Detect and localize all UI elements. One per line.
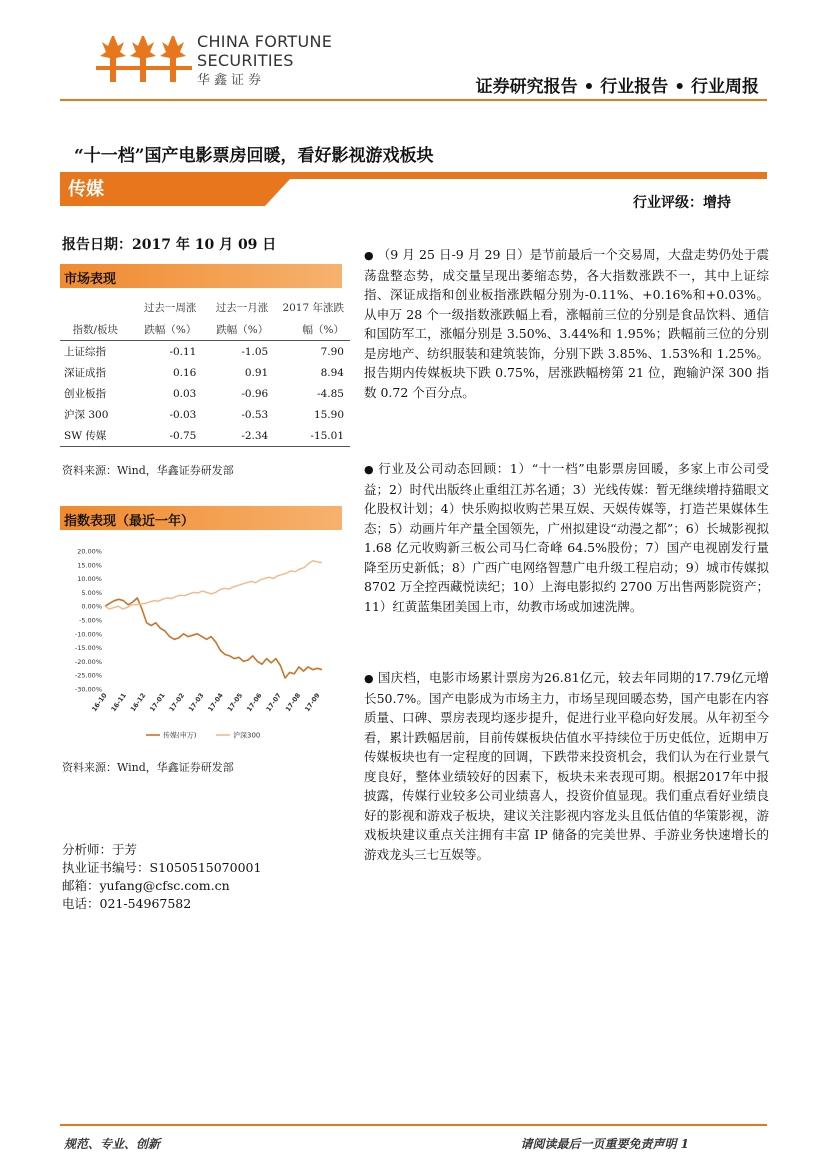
- report-date: 报告日期：2017 年 10 月 09 日: [62, 237, 277, 253]
- summary-paragraph-2: [364, 459, 769, 616]
- table-row: [60, 404, 350, 425]
- y-tick-label: -5.00%: [79, 616, 102, 625]
- y-tick-label: 0.00%: [81, 602, 102, 611]
- index-chart: [60, 535, 342, 745]
- y-tick-label: -15.00%: [74, 644, 102, 653]
- header-ytd-b: 幅（%）: [274, 318, 350, 341]
- sector-name: 传媒: [68, 179, 104, 200]
- row-ytd: 8.94: [320, 366, 344, 379]
- y-tick-label: -20.00%: [74, 657, 102, 666]
- x-tick-label: 17-01: [148, 691, 167, 714]
- brand-name-cn: 华鑫证券: [197, 73, 266, 88]
- analyst-name: 分析师：于芳: [62, 842, 138, 857]
- row-week: 0.03: [172, 387, 197, 400]
- y-tick-label: 5.00%: [81, 588, 102, 597]
- analyst-email[interactable]: 邮箱：yufang@cfsc.com.cn: [62, 878, 230, 893]
- analyst-license: 执业证书编号：S1050515070001: [62, 860, 262, 875]
- x-tick-label: 16-12: [128, 691, 148, 714]
- bullet-icon: ●: [364, 672, 374, 685]
- chart-source: 资料来源：Wind，华鑫证券研发部: [62, 761, 234, 774]
- header-month-a: 过去一月涨: [215, 301, 269, 314]
- x-tick-label: 17-06: [245, 691, 264, 714]
- brand-name-en-line1: CHINA FORTUNE: [197, 32, 333, 51]
- brand-name-en-line2: SECURITIES: [197, 51, 294, 70]
- market-section-title: 市场表现: [64, 272, 117, 287]
- x-tick-label: 17-04: [206, 691, 225, 714]
- market-source: 资料来源：Wind，华鑫证券研发部: [62, 464, 234, 477]
- footer-divider: [60, 1124, 767, 1126]
- x-tick-label: 16-10: [90, 691, 109, 714]
- y-tick-label: 20.00%: [77, 547, 102, 556]
- y-tick-label: 15.00%: [77, 561, 102, 570]
- report-type: 证券研究报告 • 行业报告 • 行业周报: [475, 77, 759, 97]
- row-ytd: -4.85: [317, 387, 344, 400]
- row-week: 0.16: [172, 366, 197, 379]
- row-ytd: 7.90: [320, 345, 344, 358]
- legend-label-1: 传媒(申万): [163, 731, 197, 740]
- table-header-row: [60, 296, 350, 318]
- table-row: [60, 362, 350, 383]
- y-tick-label: -25.00%: [74, 671, 102, 680]
- chart-section-header: [60, 506, 342, 530]
- header-week-b: 跌幅（%）: [131, 318, 203, 341]
- summary-paragraph-3: [364, 668, 769, 864]
- summary-paragraph-1: [364, 245, 769, 402]
- row-month: -0.96: [241, 387, 269, 400]
- row-week: -0.75: [131, 425, 203, 447]
- y-tick-label: -10.00%: [74, 630, 102, 639]
- row-ytd: -15.01: [274, 425, 350, 447]
- row-name: 深证成指: [64, 367, 106, 379]
- analyst-phone: 电话：021-54967582: [62, 896, 192, 911]
- x-tick-label: 17-02: [167, 691, 187, 714]
- footer-slogan: 规范、专业、创新: [64, 1137, 161, 1151]
- table-row: [60, 383, 350, 404]
- x-tick-label: 17-07: [264, 691, 283, 714]
- y-tick-label: -30.00%: [74, 685, 102, 694]
- industry-rating: 行业评级：增持: [633, 195, 731, 211]
- bullet-icon: ●: [364, 463, 375, 476]
- header-week-a: 过去一周涨: [143, 301, 197, 314]
- x-tick-label: 17-03: [186, 691, 206, 714]
- footer-disclaimer[interactable]: 请阅读最后一页重要免责声明 1: [520, 1137, 689, 1151]
- header-divider: [60, 99, 767, 101]
- company-logo-icon: [96, 32, 192, 84]
- x-tick-label: 17-05: [225, 691, 245, 714]
- header-index: 指数/板块: [60, 318, 131, 341]
- row-month: -1.05: [241, 345, 269, 358]
- table-header-row: [60, 318, 350, 341]
- header-month-b: 跌幅（%）: [202, 318, 274, 341]
- row-name: 创业板指: [64, 388, 106, 400]
- row-month: -2.34: [202, 425, 274, 447]
- x-tick-label: 17-09: [303, 691, 322, 714]
- x-tick-label: 17-08: [283, 691, 303, 714]
- chart-section-title: 指数表现（最近一年）: [64, 514, 195, 529]
- market-section-header: [60, 264, 342, 288]
- y-tick-label: 10.00%: [77, 575, 102, 584]
- row-week: -0.11: [169, 345, 197, 358]
- row-name: 上证综指: [64, 346, 106, 358]
- header-ytd-a: 2017 年涨跌: [282, 301, 344, 314]
- paragraph-text: 国庆档，电影市场累计票房为26.81亿元，较去年同期的17.79亿元增长50.7%。国产电影成为市场主力，市场呈现回暖态势，国产电影在内容质量、口碑、票房表现均逐步提升，促进行业平稳向好发展。从年初至今看，累计跌幅居前，目前传媒板块估值水平持续位于历史低位，近期申万传媒板块也有一定程度的回调，下跌带来投资机会，我们认为在行业景气度良好，整体业绩较好的因素下，板块未来表现可期。根据2017年中报披露，传媒行业较多公司业绩喜人，投资价值显现。我们重点看好业绩良好的影视和游戏子板块，建议关注影视内容龙头且低估值的华策影视，游戏板块建议重点关注拥有丰富 IP 储备的完美世界、手游业务快速增长的游戏龙头三七互娱等。: [364, 670, 769, 862]
- series-line-2: [105, 561, 322, 609]
- table-row: [60, 341, 350, 363]
- x-tick-label: 16-11: [109, 691, 129, 714]
- legend-label-2: 沪深300: [233, 731, 261, 740]
- series-line-1: [105, 598, 322, 678]
- row-month: -0.53: [241, 408, 269, 421]
- table-row: [60, 425, 350, 447]
- bullet-icon: ●: [364, 249, 374, 262]
- paragraph-text: 行业及公司动态回顾：1）“十一档”电影票房回暖，多家上市公司受益；2）时代出版终止重组江苏名通；3）光线传媒：暂无继续增持猫眼文化股权计划；4）快乐购拟收购芒果互娱、天娱传媒等，打造芒果媒体生态；5）动画片年产量全国领先，广州拟建设“动漫之都”；6）长城影视拟 1.68 亿元收购新三板公司马仁奇峰 64.5%股份；7）国产电视剧发行量降至历史新低；8）广西广电网络智慧广电升级工程启动；9）城市传媒拟 8702 万全控西藏悦读纪；10）上海电影拟约 2700 万出售两影院资产；11）红黄蓝集团美国上市，幼教市场或加速洗牌。: [364, 461, 769, 614]
- row-week: -0.03: [169, 408, 197, 421]
- paragraph-text: （9 月 25 日-9 月 29 日）是节前最后一个交易周，大盘走势仍处于震荡盘整态势，成交量呈现出萎缩态势，各大指数涨跌不一，其中上证综指、深证成指和创业板指涨跌幅分别为-0.11%、+0.16%和+0.03%。从申万 28 个一级指数涨跌幅上看，涨幅前三位的分别是食品饮料、通信和国防军工，涨幅分别是 3.50%、3.44%和 1.95%；跌幅前三位的分别是房地产、纺织服装和建筑装饰，分别下跌 3.85%、1.53%和 1.25%。报告期内传媒板块下跌 0.75%，居涨跌幅榜第 21 位，跑输沪深 300 指数 0.72 个百分点。: [364, 247, 769, 400]
- market-table: [60, 296, 350, 447]
- row-name: 沪深 300: [64, 409, 109, 421]
- report-title: “十一档”国产电影票房回暖，看好影视游戏板块: [74, 146, 434, 166]
- row-ytd: 15.90: [313, 408, 344, 421]
- row-name: SW 传媒: [60, 425, 131, 447]
- row-month: 0.91: [244, 366, 269, 379]
